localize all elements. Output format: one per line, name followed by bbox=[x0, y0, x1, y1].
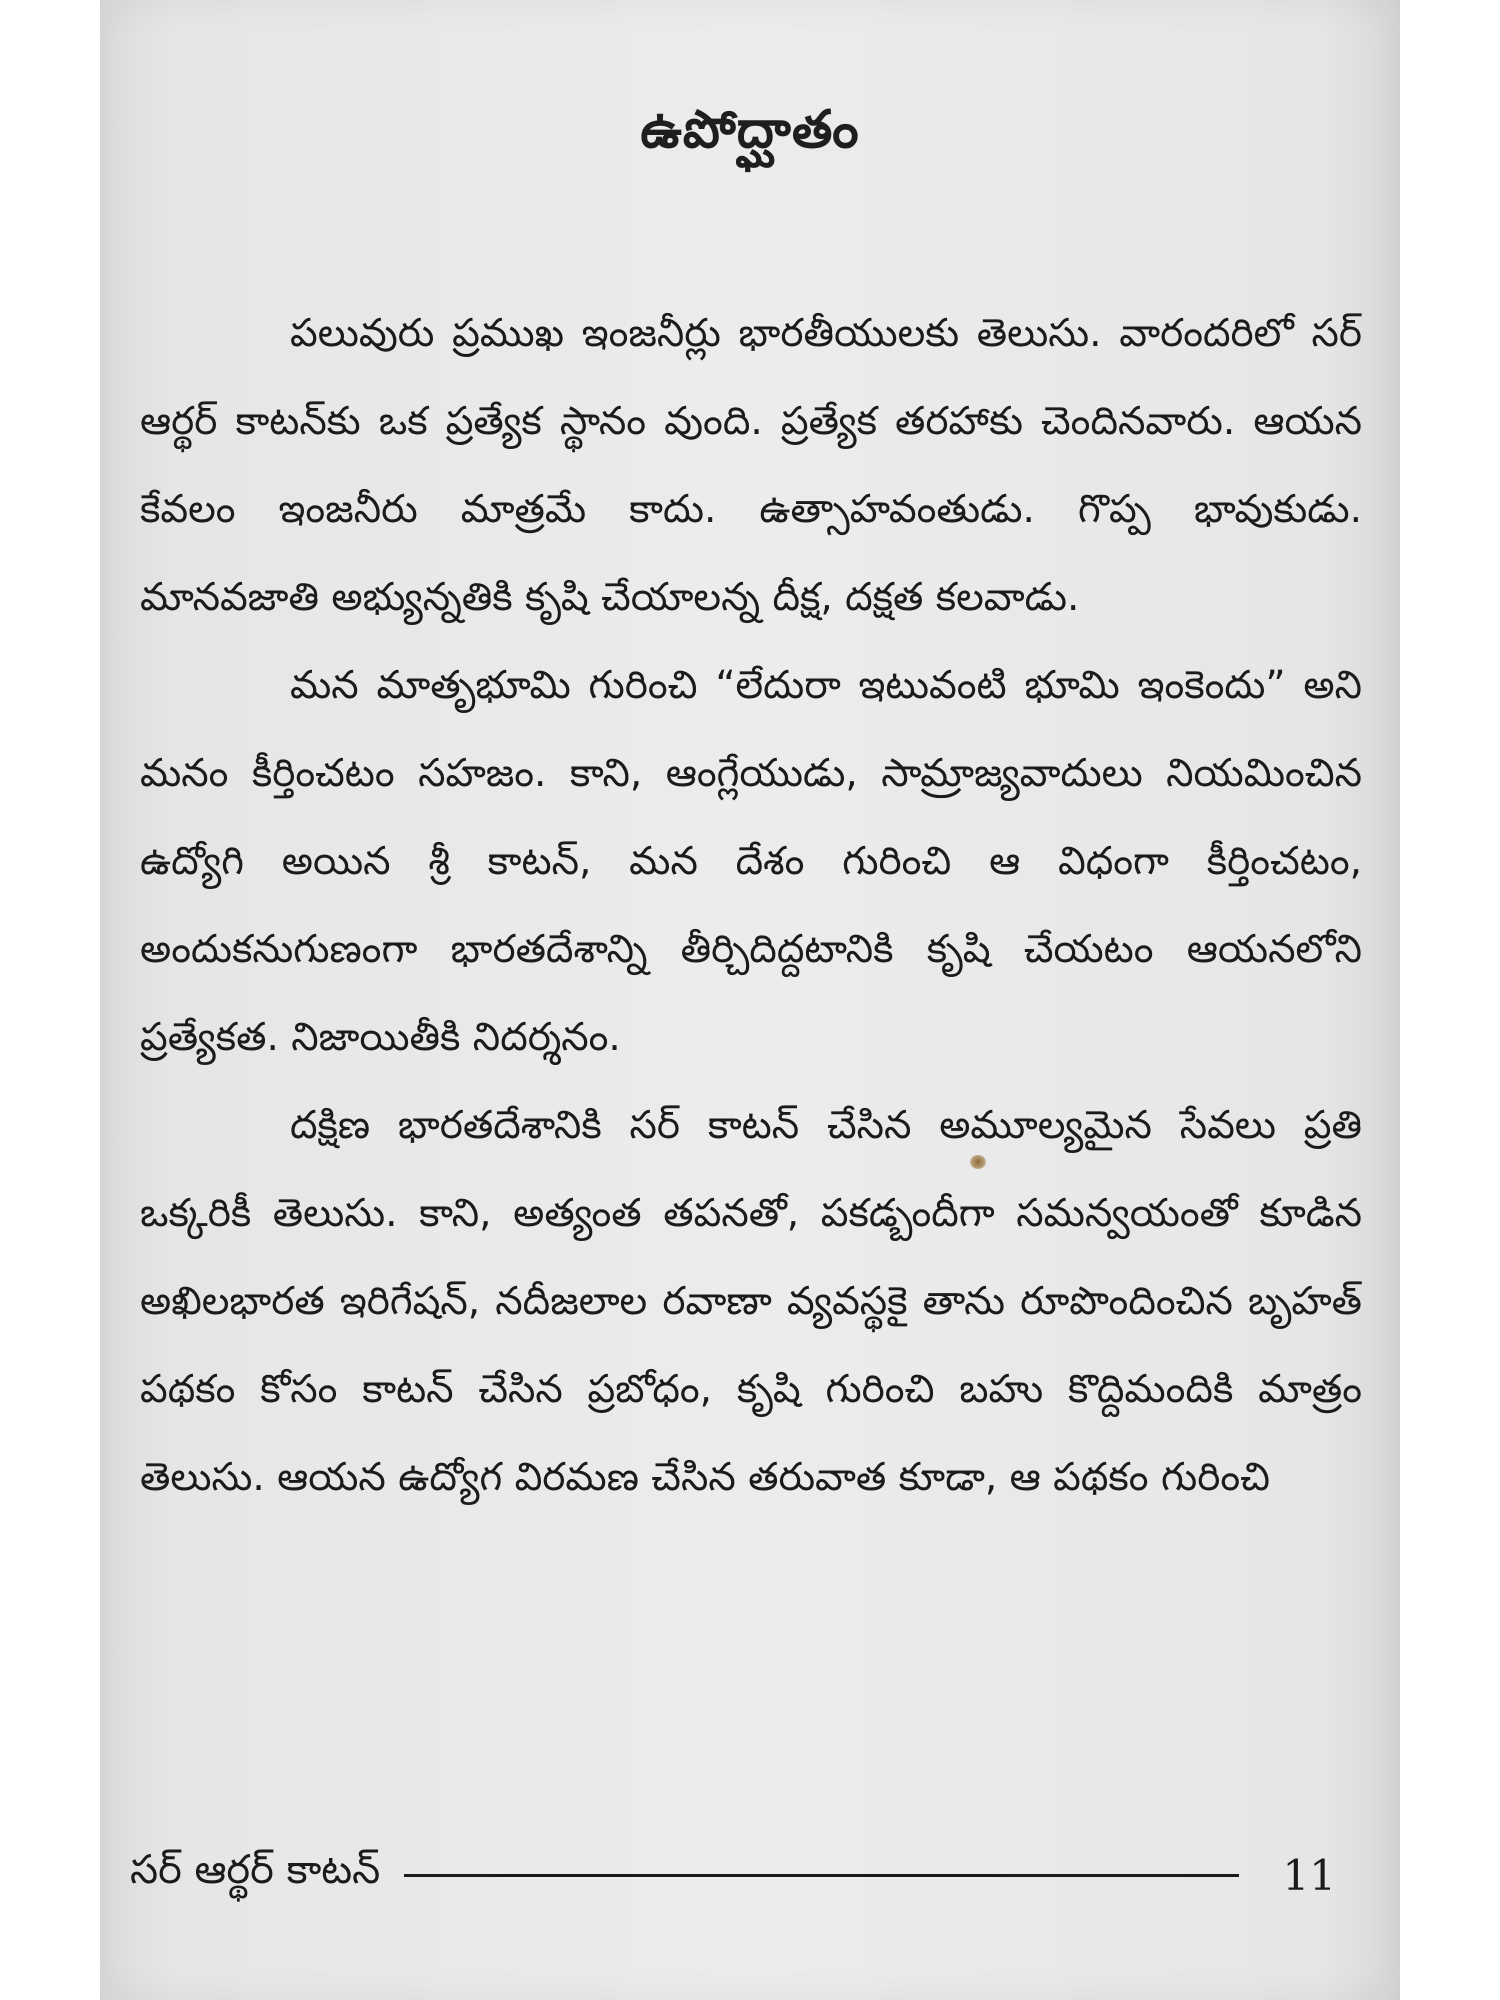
book-page bbox=[100, 0, 1400, 2000]
paragraph-2: మన మాతృభూమి గురించి “లేదురా ఇటువంటి భూమి ఇంకెందు” అని మనం కీర్తించటం సహజం. కాని, ఆంగ్లేయుడు, సామ్రాజ్యవాదులు నియమించిన ఉద్యోగి అయిన శ్రీ కాటన్, మన దేశం గురించి ఆ విధంగా కీర్తించటం, అందుకనుగుణంగా భారతదేశాన్ని తీర్చిదిద్దటానికి కృషి చేయటం ఆయనలోని ప్రత్యేకత. నిజాయితీకి నిదర్శనం. bbox=[140, 663, 1362, 1060]
footer-book-title: సర్ ఆర్థర్ కాటన్ bbox=[130, 1847, 381, 1893]
paragraph-1: పలువురు ప్రముఖ ఇంజనీర్లు భారతీయులకు తెలుసు. వారందరిలో సర్ ఆర్థర్ కాటన్‌కు ఒక ప్రత్యేక స్థానం వుంది. ప్రత్యేక తరహాకు చెందినవారు. ఆయన కేవలం ఇంజనీరు మాత్రమే కాదు. ఉత్సాహవంతుడు. గొప్ప భావుకుడు. మానవజాతి అభ్యున్నతికి కృషి చేయాలన్న దీక్ష, దక్షత కలవాడు. bbox=[140, 311, 1362, 620]
body-text bbox=[140, 290, 1362, 1522]
page-number: 11 bbox=[1282, 1850, 1336, 1900]
page-footer bbox=[130, 1845, 1370, 1905]
paper-stain bbox=[970, 1155, 986, 1169]
footer-rule bbox=[404, 1874, 1238, 1877]
paragraph-3: దక్షిణ భారతదేశానికి సర్ కాటన్ చేసిన అమూల్యమైన సేవలు ప్రతి ఒక్కరికీ తెలుసు. కాని, అత్యంత తపనతో, పకడ్బందీగా సమన్వయంతో కూడిన అఖిలభారత ఇరిగేషన్, నదీజలాల రవాణా వ్యవస్థకై తాను రూపొందించిన బృహత్ పథకం కోసం కాటన్ చేసిన ప్రబోధం, కృషి గురించి బహు కొద్దిమందికి మాత్రం తెలుసు. ఆయన ఉద్యోగ విరమణ చేసిన తరువాత కూడా, ఆ పథకం గురించి bbox=[140, 1103, 1362, 1500]
page-heading: ఉపోద్ఘాతం bbox=[640, 100, 860, 160]
